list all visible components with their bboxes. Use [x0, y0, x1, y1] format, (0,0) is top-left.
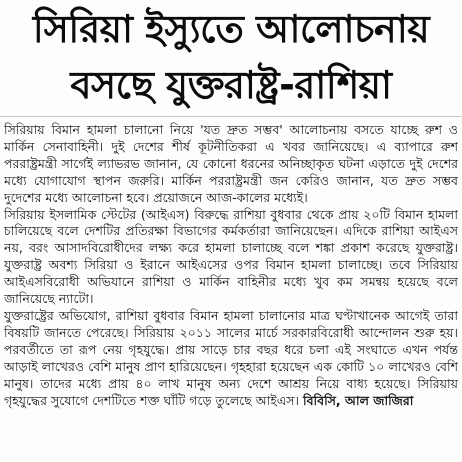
article-byline: বিবিসি, আল জাজিরা: [303, 392, 414, 408]
headline-line-2: বসছে যুক্তরাষ্ট্র-রাশিয়া: [70, 63, 392, 107]
headline-divider: [0, 116, 462, 117]
article-body: [4, 122, 458, 460]
article-paragraph: [4, 308, 458, 409]
article-paragraph: সিরিয়ায় ইসলামিক স্টেটের (আইএস) বিরুদ্ধে রাশিয়া বুধবার থেকে প্রায় ২০টি বিমান হামলা চালিয়েছে বলে দেশটির প্রতিরক্ষা বিভাগের কর্মকর্তারা জানিয়েছেন। এদিকে রাশিয়া আইএস নয়, বরং আসাদবিরোধীদের লক্ষ্য করে হামলা চালাচ্ছে বলে শঙ্কা প্রকাশ করেছে যুক্তরাষ্ট্র। যুক্তরাষ্ট্র অবশ্য সিরিয়া ও ইরানে আইএসের ওপর বিমান হামলা চালাচ্ছে। তবে সিরিয়ায় আইএসবিরোধী অভিযানে রাশিয়া ও মার্কিন বাহিনীর মধ্যে খুব কম সমন্বয় হয়েছে বলে জানিয়েছে ন্যাটো।: [4, 206, 458, 307]
article-paragraph: সিরিয়ায় বিমান হামলা চালানো নিয়ে 'যত দ্রুত সম্ভব' আলোচনায় বসতে যাচ্ছে রুশ ও মার্কিন সেনাবাহিনী। দুই দেশের শীর্ষ কূটনীতিকরা এ খবর জানিয়েছে। এ ব্যাপারে রুশ পররাষ্ট্রমন্ত্রী সার্গেই ল্যাভরভ জানান, যে কোনো ধরনের অনিচ্ছাকৃত ঘটনা এড়াতে দুই দেশের মধ্যে যোগাযোগ স্থাপন জরুরি। মার্কিন পররাষ্ট্রমন্ত্রী জন কেরিও জানান, যত দ্রুত সম্ভব দুদেশের মধ্যে আলোচনা হবে। প্রয়োজনে আজ-কালের মধ্যেই।: [4, 122, 458, 205]
headline-line-1: সিরিয়া ইস্যুতে আলোচনায়: [32, 7, 430, 51]
article-paragraph-text: যুক্তরাষ্ট্রের অভিযোগ, রাশিয়া বুধবার বিমান হামলা চালানোর মাত্র ঘণ্টাখানেক আগেই তারা বিষয়টি জানতে পেরেছে। সিরিয়ায় ২০১১ সালের মার্চে সরকারবিরোধী আন্দোলন শুরু হয়। পরবর্তীতে তা রূপ নেয় গৃহযুদ্ধে। প্রায় সাড়ে চার বছর ধরে চলা এই সংঘাতে এখন পর্যন্ত আড়াই লাখেরও বেশি মানুষ প্রাণ হারিয়েছেন। গৃহহারা হয়েছেন এক কোটি ১০ লাখেরও বেশি মানুষ। তাদের মধ্যে প্রায় ৪০ লাখ মানুষ অন্য দেশে আশ্রয় নিয়ে বাধ্য হয়েছে। সিরিয়ায় গৃহযুদ্ধের সুযোগে দেশটিতে শক্ত ঘাঁটি গড়ে তুলেছে আইএস।: [4, 307, 458, 408]
